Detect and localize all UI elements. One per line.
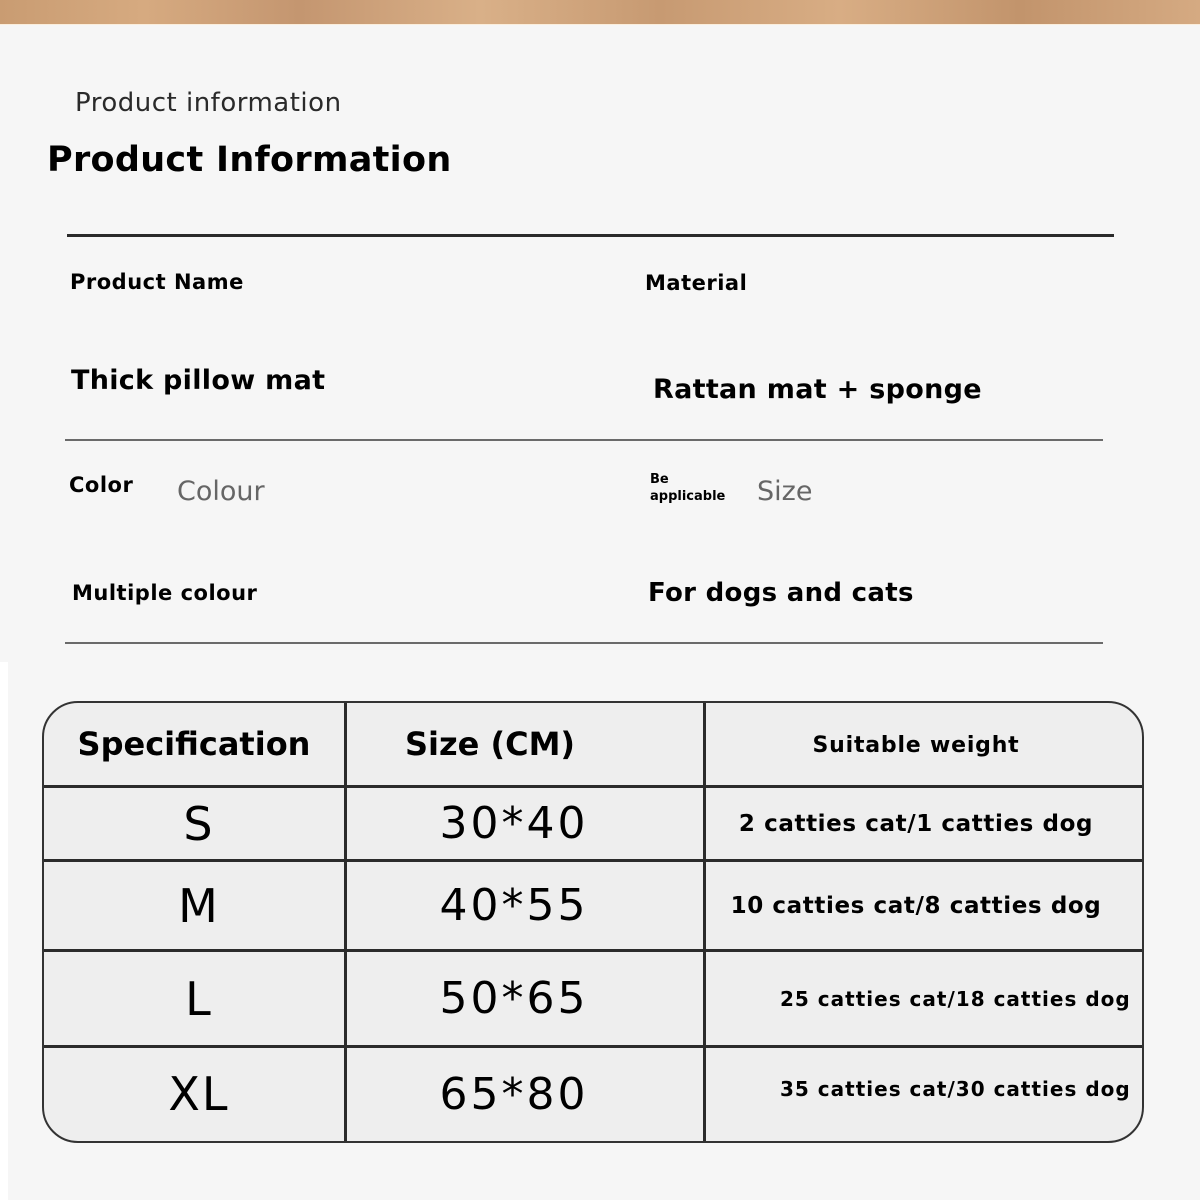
column-header-specification: Specification (77, 725, 311, 763)
row-divider (65, 439, 1103, 441)
table-cell-weight: 10 catties cat/8 catties dog (730, 892, 1102, 919)
spec-table (42, 701, 1144, 1143)
applicable-value: For dogs and cats (648, 578, 914, 608)
product-name-value: Thick pillow mat (71, 365, 326, 396)
table-cell-size: 50*65 (439, 973, 589, 1024)
applicable-label (650, 471, 725, 505)
table-cell-weight: 2 catties cat/1 catties dog (738, 810, 1094, 837)
product-name-label: Product Name (70, 270, 244, 294)
table-cell-weight: 35 catties cat/30 catties dog (780, 1077, 1131, 1101)
table-cell-spec: M (178, 878, 220, 933)
material-value: Rattan mat + sponge (653, 374, 982, 405)
table-cell-spec: XL (168, 1067, 230, 1121)
column-header-size: Size (CM) (404, 725, 576, 763)
left-edge-strip (0, 662, 8, 1200)
material-label: Material (645, 271, 748, 295)
table-cell-size: 65*80 (439, 1068, 589, 1120)
color-label-secondary: Colour (177, 476, 265, 507)
table-cell-weight: 25 catties cat/18 catties dog (780, 986, 1131, 1011)
column-header-weight: Suitable weight (812, 732, 1020, 758)
title-divider (67, 234, 1114, 237)
table-cell-size: 40*55 (439, 880, 589, 931)
color-value: Multiple colour (72, 581, 258, 605)
size-label-secondary: Size (757, 476, 813, 507)
wood-texture-band (0, 0, 1200, 25)
color-label: Color (69, 473, 134, 497)
table-cell-spec: S (183, 796, 215, 851)
applicable-label-line2: applicable (650, 489, 726, 504)
section-subtitle: Product information (75, 88, 342, 118)
page-title: Product Information (47, 140, 452, 180)
table-cell-spec: L (185, 971, 213, 1026)
applicable-label-line1: Be (650, 472, 669, 487)
row-divider (65, 642, 1103, 644)
table-cell-size: 30*40 (439, 798, 589, 849)
